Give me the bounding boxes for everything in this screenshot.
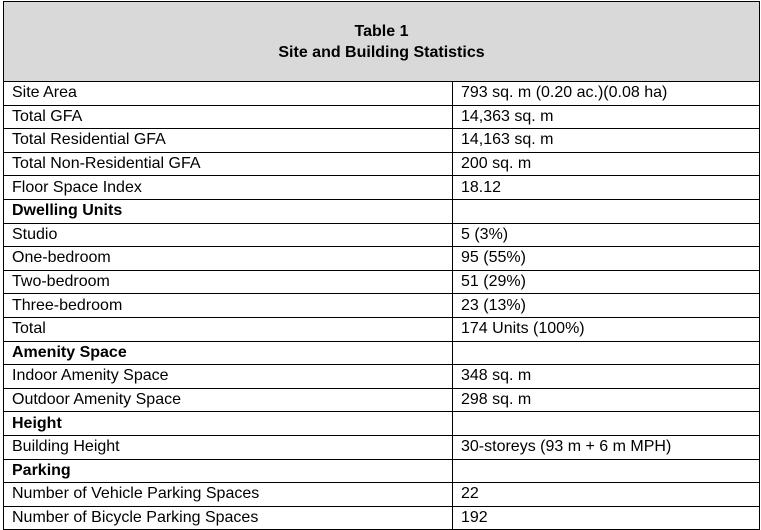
table-row xyxy=(4,105,760,129)
table-row xyxy=(4,223,760,247)
table-caption xyxy=(4,2,760,82)
section-label: Dwelling Units xyxy=(4,199,453,223)
row-value xyxy=(453,341,760,365)
row-label: Site Area xyxy=(4,82,453,106)
row-label: Number of Vehicle Parking Spaces xyxy=(4,483,453,507)
table-row xyxy=(4,506,760,530)
row-label: Studio xyxy=(4,223,453,247)
table-row xyxy=(4,294,760,318)
row-value: 18.12 xyxy=(453,176,760,200)
section-label: Parking xyxy=(4,459,453,483)
table-row xyxy=(4,365,760,389)
row-label: Floor Space Index xyxy=(4,176,453,200)
table-row xyxy=(4,247,760,271)
row-label: Number of Bicycle Parking Spaces xyxy=(4,506,453,530)
row-value: 14,163 sq. m xyxy=(453,129,760,153)
row-value: 192 xyxy=(453,506,760,530)
table-row xyxy=(4,152,760,176)
row-value: 200 sq. m xyxy=(453,152,760,176)
site-building-statistics-table xyxy=(3,1,760,530)
table-row xyxy=(4,388,760,412)
row-label: Total Residential GFA xyxy=(4,129,453,153)
table-row xyxy=(4,270,760,294)
table-row xyxy=(4,483,760,507)
row-value: 174 Units (100%) xyxy=(453,317,760,341)
table-row xyxy=(4,317,760,341)
row-value xyxy=(453,412,760,436)
table-number: Table 1 xyxy=(354,22,409,40)
section-header-row xyxy=(4,459,760,483)
row-label: Total Non-Residential GFA xyxy=(4,152,453,176)
row-value: 793 sq. m (0.20 ac.)(0.08 ha) xyxy=(453,82,760,106)
table-body xyxy=(4,82,760,530)
table-row xyxy=(4,435,760,459)
row-value: 5 (3%) xyxy=(453,223,760,247)
table-row xyxy=(4,82,760,106)
row-label: Building Height xyxy=(4,435,453,459)
row-value: 30-storeys (93 m + 6 m MPH) xyxy=(453,435,760,459)
row-value xyxy=(453,459,760,483)
row-label: Indoor Amenity Space xyxy=(4,365,453,389)
row-value: 348 sq. m xyxy=(453,365,760,389)
section-label: Amenity Space xyxy=(4,341,453,365)
row-value: 51 (29%) xyxy=(453,270,760,294)
table-title: Site and Building Statistics xyxy=(278,43,485,61)
row-value: 23 (13%) xyxy=(453,294,760,318)
row-value: 95 (55%) xyxy=(453,247,760,271)
row-label: Two-bedroom xyxy=(4,270,453,294)
row-label: Outdoor Amenity Space xyxy=(4,388,453,412)
section-header-row xyxy=(4,341,760,365)
table-caption-row xyxy=(4,2,760,82)
row-label: One-bedroom xyxy=(4,247,453,271)
section-header-row xyxy=(4,199,760,223)
row-label: Total xyxy=(4,317,453,341)
row-value xyxy=(453,199,760,223)
table-row xyxy=(4,176,760,200)
row-label: Total GFA xyxy=(4,105,453,129)
section-header-row xyxy=(4,412,760,436)
section-label: Height xyxy=(4,412,453,436)
row-label: Three-bedroom xyxy=(4,294,453,318)
table-row xyxy=(4,129,760,153)
statistics-table-container xyxy=(3,1,759,530)
row-value: 298 sq. m xyxy=(453,388,760,412)
row-value: 14,363 sq. m xyxy=(453,105,760,129)
row-value: 22 xyxy=(453,483,760,507)
